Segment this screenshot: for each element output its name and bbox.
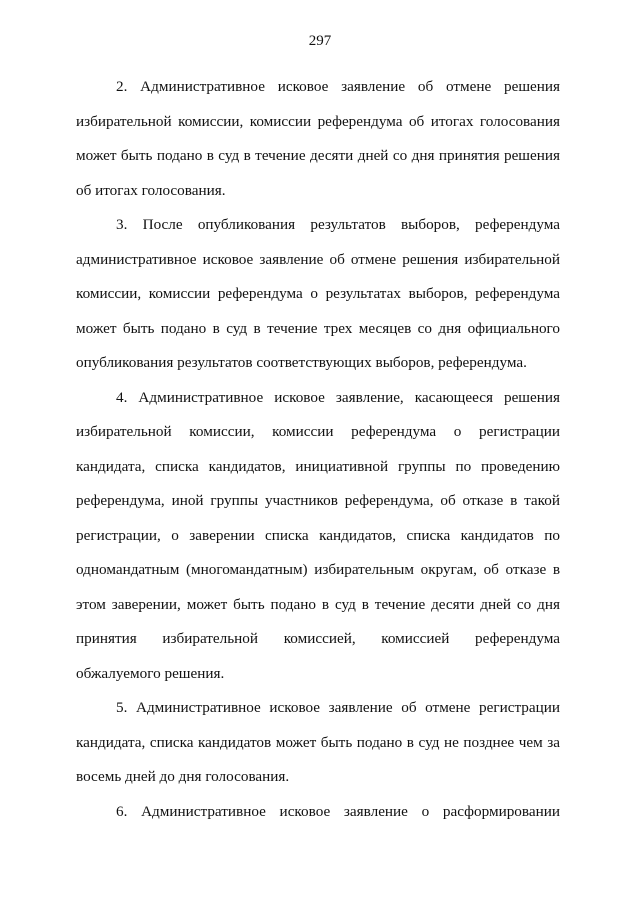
paragraph-3: 3. После опубликования результатов выборов, референдума административное исковое заявление об отмене решения избирательной комиссии, комиссии референдума о результатах выборов, референдума может быть подано в суд в течение трех месяцев со дня официального опубликования результатов соответствующих выборов, референдума. <box>76 216 560 371</box>
paragraph-2: 2. Административное исковое заявление об отмене решения избирательной комиссии, комиссии референдума об итогах голосования может быть подано в суд в течение десяти дней со дня принятия решения об итогах голосования. <box>76 78 560 199</box>
document-body <box>76 70 560 829</box>
paragraph-5: 5. Административное исковое заявление об отмене регистрации кандидата, списка кандидатов может быть подано в суд не позднее чем за восемь дней до дня голосования. <box>76 699 560 785</box>
paragraph-4: 4. Административное исковое заявление, касающееся решения избирательной комиссии, комиссии референдума о регистрации кандидата, списка кандидатов, инициативной группы по проведению референдума, иной группы участников референдума, об отказе в такой регистрации, о заверении списка кандидатов, списка кандидатов по одномандатным (многомандатным) избирательным округам, об отказе в этом заверении, может быть подано в суд в течение десяти дней со дня принятия избирательной комиссией, комиссией референдума обжалуемого решения. <box>76 388 560 682</box>
paragraph-6: 6. Административное исковое заявление о расформировании <box>116 802 560 820</box>
page-number: 297 <box>308 33 332 49</box>
